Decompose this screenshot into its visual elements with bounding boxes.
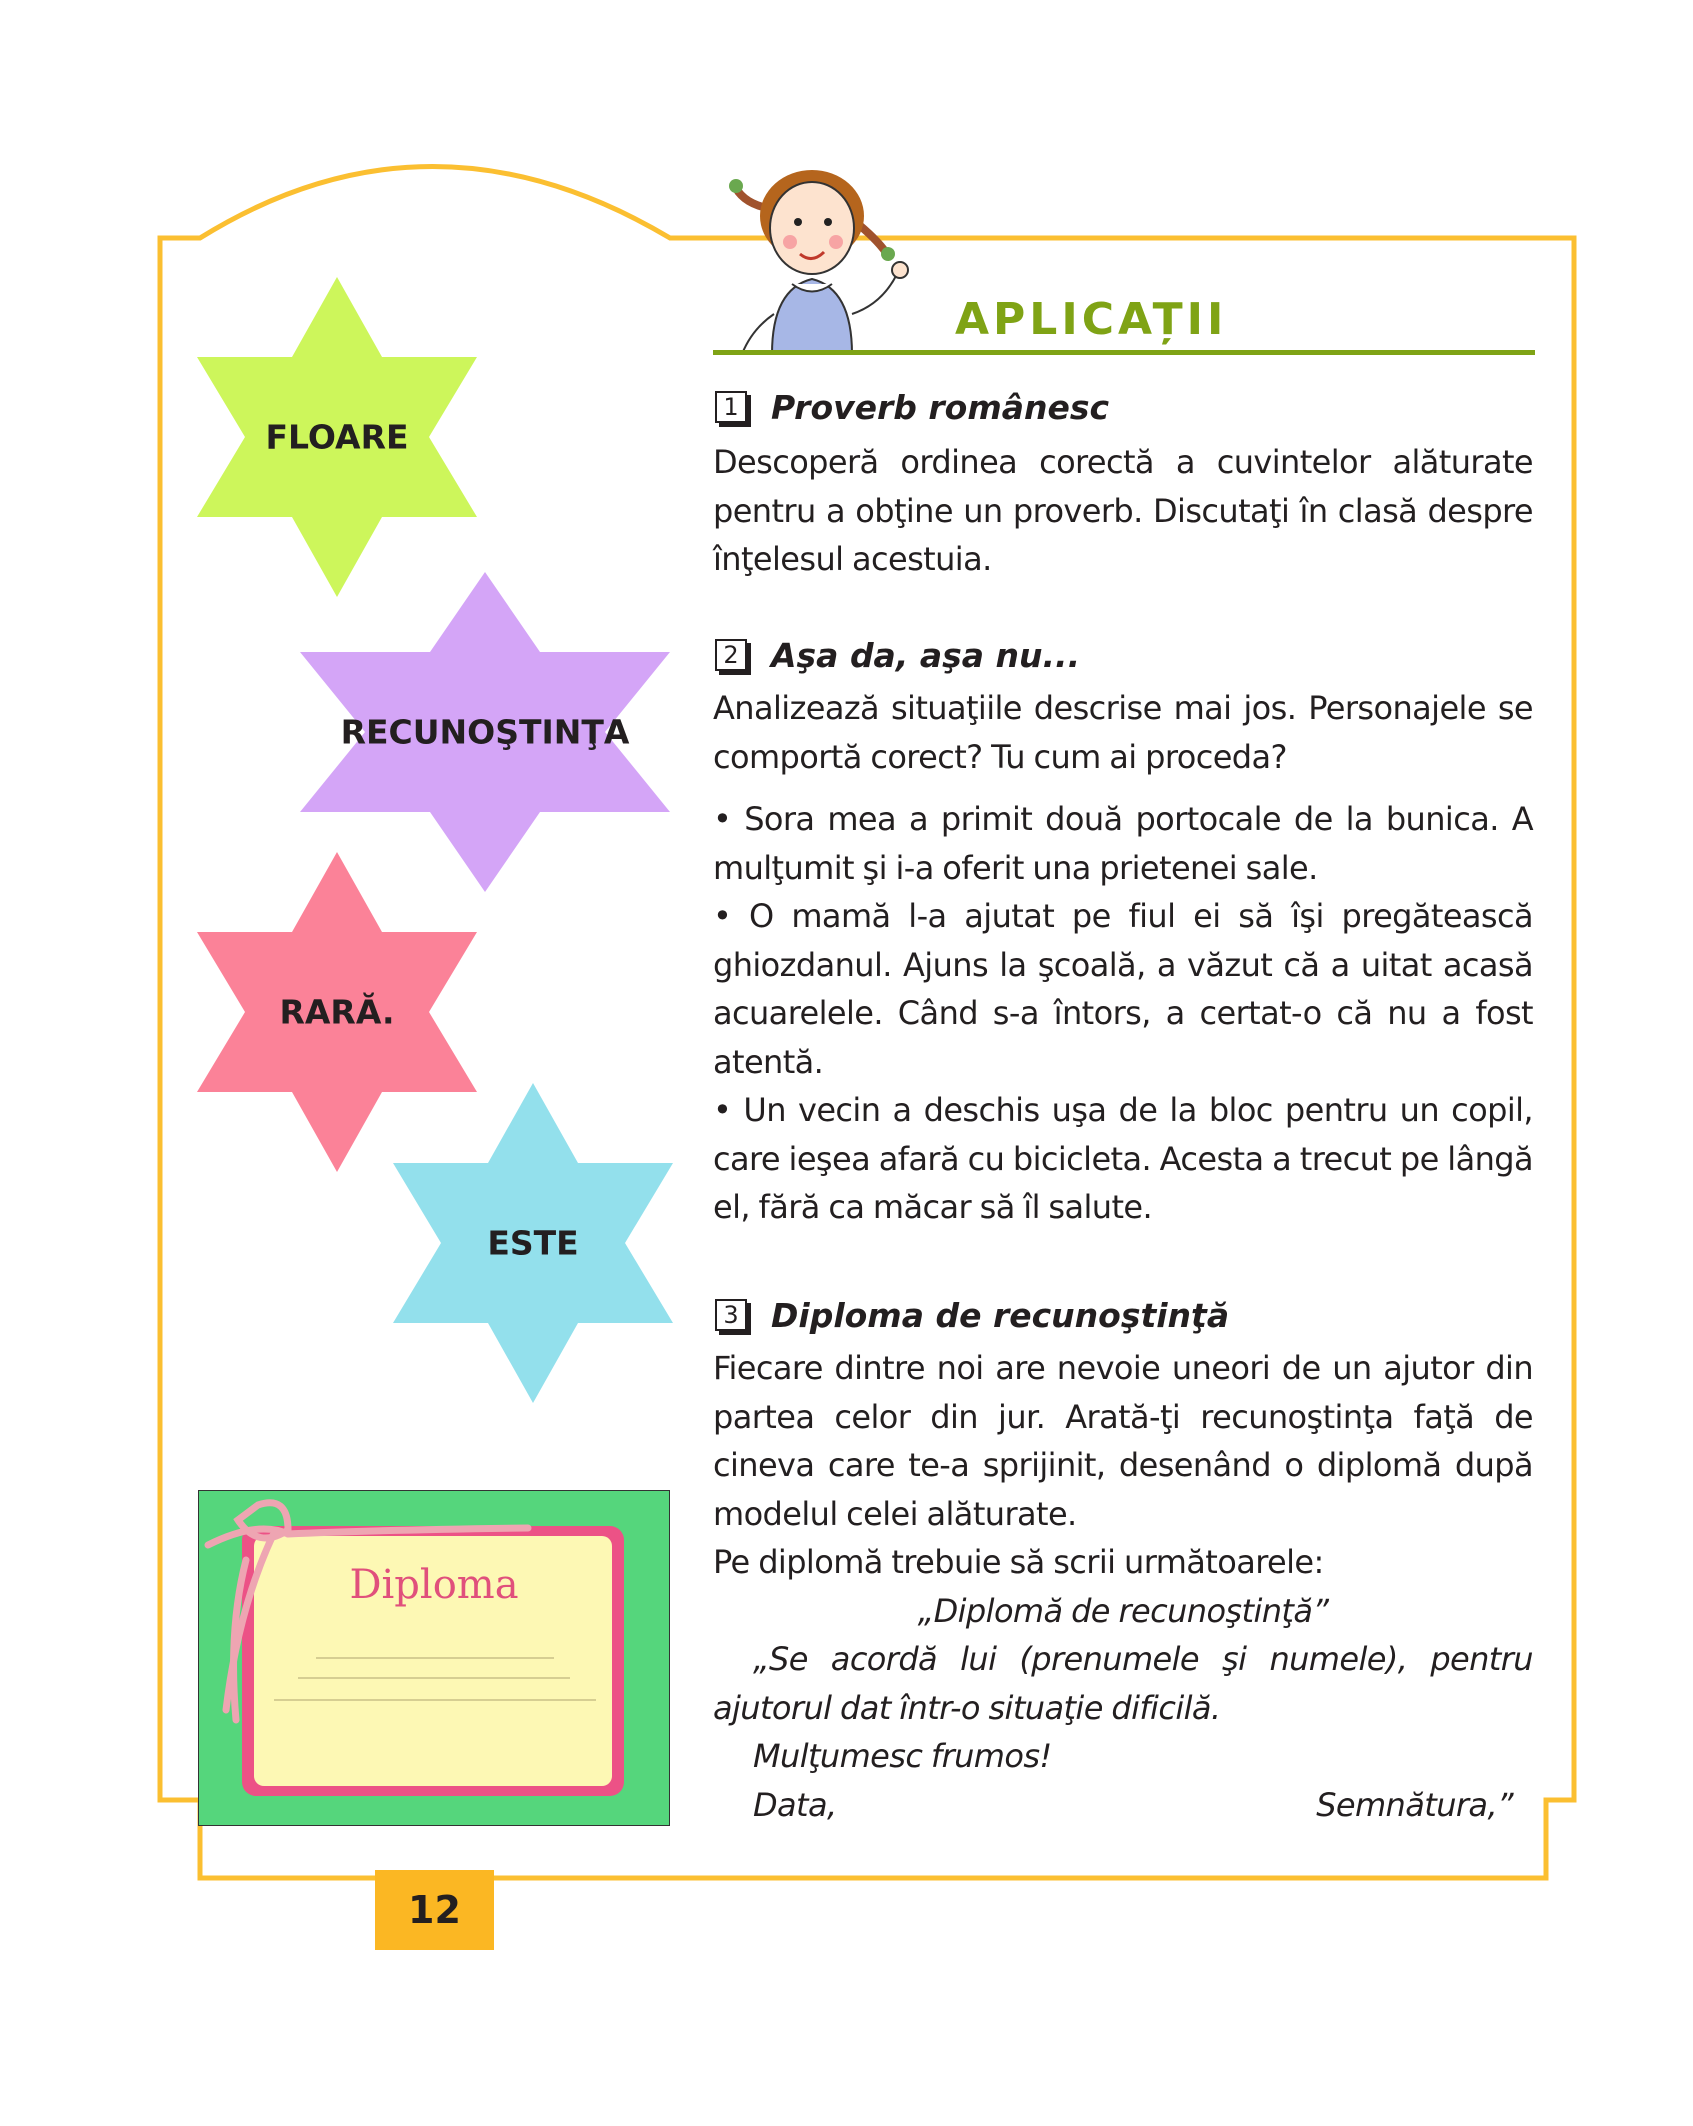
exercise-header xyxy=(713,630,1533,680)
star-word: RARĂ. xyxy=(279,992,395,1032)
diploma-title: Diploma xyxy=(349,1562,519,1608)
exercise-intro: Fiecare dintre noi are nevoie uneori de un ajutor din partea celor din jur. Arată-ţi recunoştinţa faţă de cineva care te-a sprijinit, desenând o diplomă după modelul celei alăturate. xyxy=(713,1349,1533,1533)
exercise-number: 1 xyxy=(715,391,747,423)
exercise-3 xyxy=(713,1290,1533,1829)
situation-item: • O mamă l-a ajutat pe fiul ei să îşi pregătească ghiozdanul. Ajuns la şcoală, a văzut că a uitat acasă acuarelele. Când s-a întors, a certat-o că nu a fost atentă. xyxy=(713,897,1533,1081)
exercise-paragraph: Descoperă ordinea corectă a cuvintelor alăturate pentru a obţine un proverb. Discutaţi în clasă despre înţelesul acestuia. xyxy=(713,443,1533,578)
diploma-body-text: „Se acordă lui (prenumele şi numele), pentru ajutorul dat într-o situaţie dificilă. xyxy=(713,1640,1533,1727)
star-word: RECUNOŞTINŢA xyxy=(340,712,630,752)
situation-item: • Sora mea a primit două portocale de la bunica. A mulţumit şi i-a oferit una prietenei sale. xyxy=(713,800,1533,887)
star-word: ESTE xyxy=(487,1223,579,1263)
exercise-1 xyxy=(713,382,1533,584)
word-star-recunostinta xyxy=(300,572,670,892)
exercise-title: Proverb românesc xyxy=(771,387,1110,427)
exercise-header xyxy=(713,382,1533,432)
diploma-illustration xyxy=(198,1490,670,1826)
diploma-thanks-text: Mulţumesc frumos! xyxy=(753,1737,1052,1775)
exercise-2 xyxy=(713,630,1533,1232)
exercise-instruction: Pe diplomă trebuie să scrii următoarele: xyxy=(713,1543,1324,1581)
girl-illustration xyxy=(712,164,942,354)
diploma-signature-row xyxy=(713,1781,1533,1830)
page-number: 12 xyxy=(375,1870,494,1950)
diploma-heading-text: „Diplomă de recunoştinţă” xyxy=(917,1591,1329,1630)
exercise-header xyxy=(713,1290,1533,1340)
date-label: Data, xyxy=(753,1785,837,1824)
exercise-title: Aşa da, aşa nu... xyxy=(771,635,1081,675)
exercise-intro: Analizează situaţiile descrise mai jos. Personajele se comportă corect? Tu cum ai proceda? xyxy=(713,689,1533,776)
word-star-este xyxy=(393,1083,673,1403)
situation-item: • Un vecin a deschis uşa de la bloc pentru un copil, care ieşea afară cu bicicleta. Acesta a trecut pe lângă el, fără ca măcar să îl salute. xyxy=(713,1091,1533,1226)
exercise-title: Diploma de recunoştinţă xyxy=(771,1295,1230,1335)
word-star-floare xyxy=(197,277,477,597)
exercise-number: 3 xyxy=(715,1299,747,1331)
section-title: APLICAȚII xyxy=(955,294,1228,345)
title-divider xyxy=(713,350,1535,355)
exercise-number: 2 xyxy=(715,639,747,671)
signature-label: Semnătura,” xyxy=(1316,1785,1513,1824)
star-word: FLOARE xyxy=(265,417,409,457)
